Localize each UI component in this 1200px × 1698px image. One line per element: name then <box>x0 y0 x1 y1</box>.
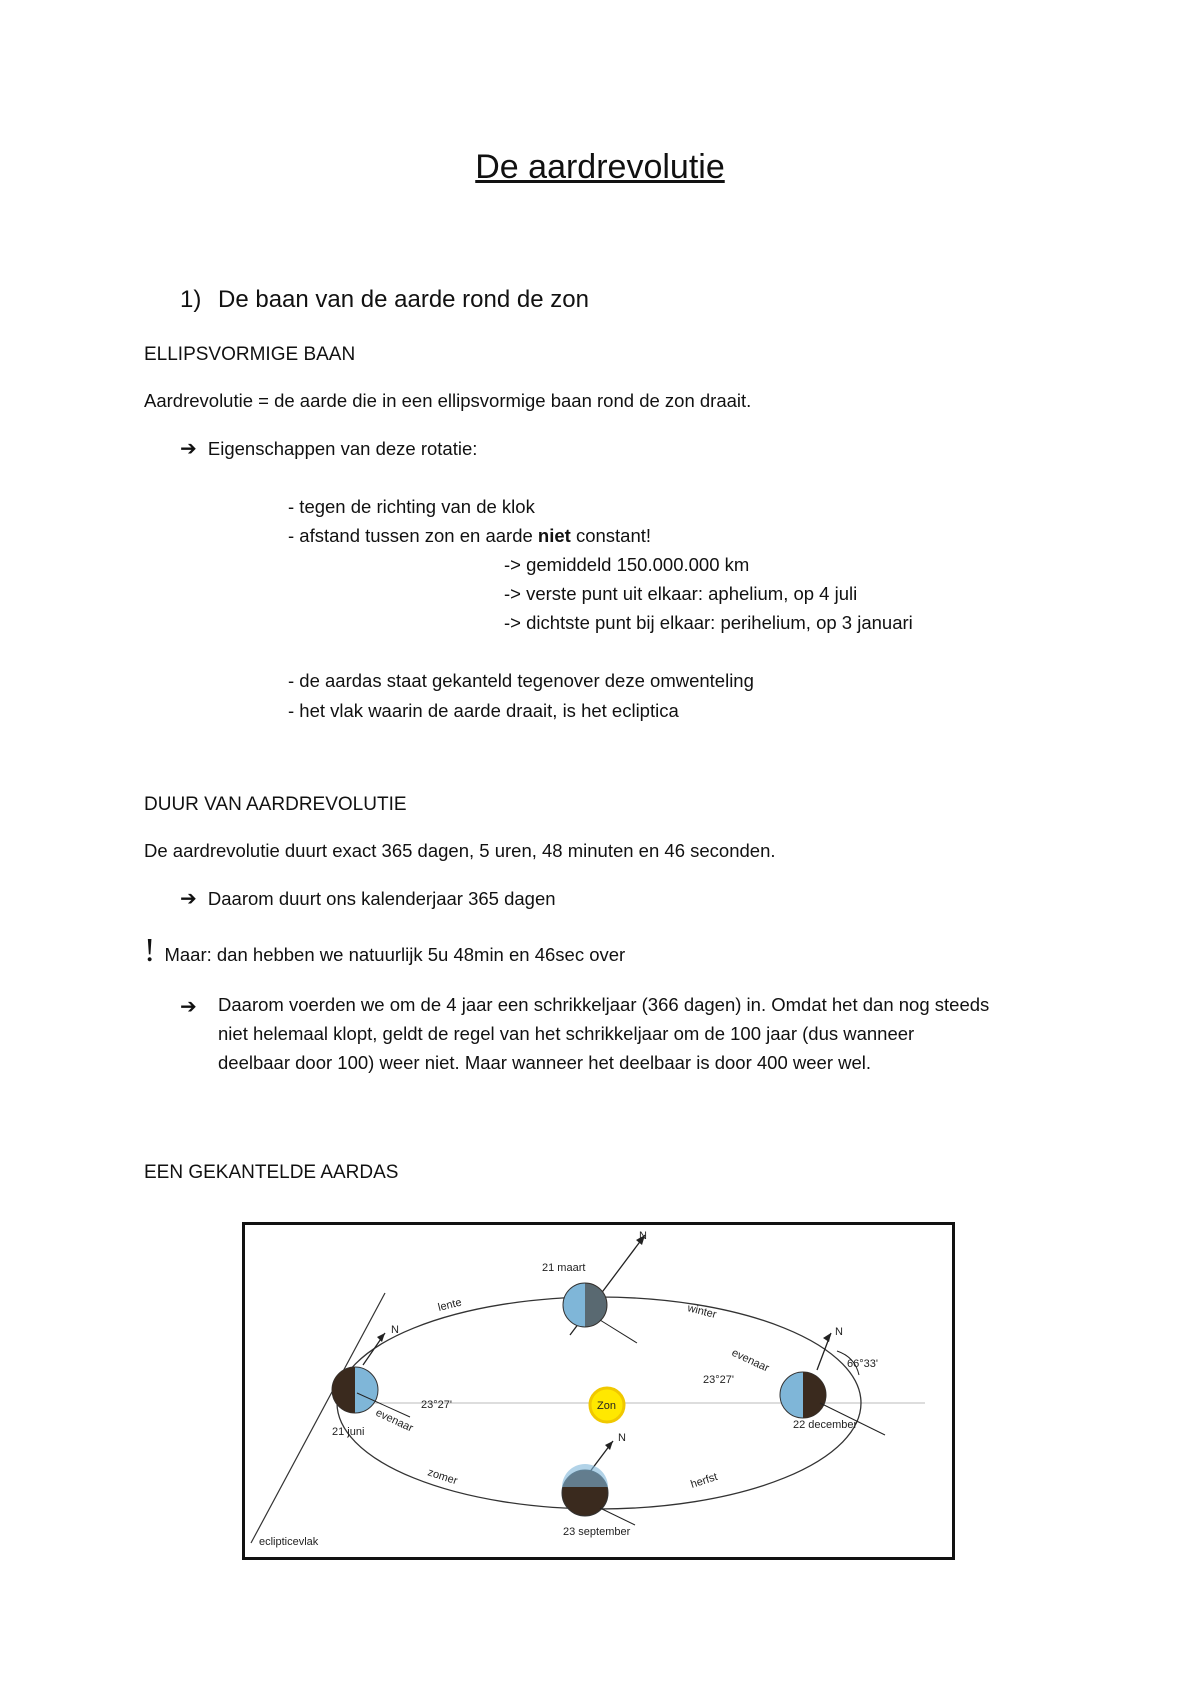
earth-juni <box>332 1324 452 1438</box>
sub-property-line: -> verste punt uit elkaar: aphelium, op 4 juli <box>504 583 858 604</box>
bullet-kalenderjaar <box>180 886 556 911</box>
axis-arrow-icon <box>605 1441 613 1450</box>
bullet-eigenschappen <box>180 436 477 461</box>
property-line <box>288 525 651 547</box>
page-title: De aardrevolutie <box>475 148 725 186</box>
bullet-text: Eigenschappen van deze rotatie: <box>207 438 478 459</box>
aardas-heading: EEN GEKANTELDE AARDAS <box>144 1162 399 1183</box>
earth-night-side <box>332 1367 355 1413</box>
line-text: - afstand tussen zon en aarde <box>288 525 538 546</box>
equator-line <box>600 1508 635 1525</box>
north-label: N <box>618 1432 626 1444</box>
sub-property-line: -> dichtste punt bij elkaar: perihelium, op 3 januari <box>504 612 913 633</box>
arrow-icon: ➔ <box>180 438 197 460</box>
axis-arrow-icon <box>823 1333 831 1342</box>
earth-orbit-diagram <box>242 1222 955 1560</box>
ecliptic-plane-line <box>251 1293 385 1543</box>
earth-maart <box>542 1230 647 1343</box>
ecliptic-plane-label: eclipticevlak <box>259 1536 319 1548</box>
arrow-icon: ➔ <box>180 996 197 1018</box>
earth-day-side <box>562 1464 608 1487</box>
sun-label: Zon <box>597 1400 616 1412</box>
north-label: N <box>391 1324 399 1336</box>
angle-label: 23°27' <box>421 1399 452 1411</box>
section-title: De baan van de aarde rond de zon <box>218 286 589 313</box>
exclamation-icon: ! <box>144 932 156 969</box>
property-line: - het vlak waarin de aarde draait, is het ecliptica <box>288 700 679 721</box>
line-text: constant! <box>570 525 652 546</box>
equator-line <box>600 1320 637 1343</box>
warning-line <box>144 932 625 970</box>
definition-text: Aardrevolutie = de aarde die in een ellipsvormige baan rond de zon draait. <box>144 390 752 411</box>
angle-label-large: 66°33' <box>847 1358 878 1370</box>
north-label: N <box>835 1326 843 1338</box>
schrikkeljaar-line: Daarom voerden we om de 4 jaar een schrikkeljaar (366 dagen) in. Omdat het dan nog steeds <box>218 994 990 1015</box>
earth-night-side <box>803 1372 826 1418</box>
sub-property-line: -> gemiddeld 150.000.000 km <box>504 554 750 575</box>
ellips-heading: ELLIPSVORMIGE BAAN <box>144 344 356 365</box>
date-label-maart: 21 maart <box>542 1262 586 1274</box>
property-line: - de aardas staat gekanteld tegenover deze omwenteling <box>288 670 754 691</box>
section-number: 1) <box>180 286 202 313</box>
orbit-svg <box>245 1225 952 1557</box>
duur-heading: DUUR VAN AARDREVOLUTIE <box>144 794 407 815</box>
axis-arrow-icon <box>377 1333 385 1342</box>
north-label: N <box>639 1230 647 1242</box>
warning-text: Maar: dan hebben we natuurlijk 5u 48min en 46sec over <box>164 944 626 965</box>
season-label-winter: winter <box>686 1302 718 1322</box>
earth-september <box>562 1432 635 1538</box>
equator-label: evenaar <box>729 1346 771 1375</box>
section-heading <box>180 286 589 314</box>
season-label-lente: lente <box>436 1296 463 1314</box>
date-label-december: 22 december <box>793 1419 858 1431</box>
schrikkeljaar-line: niet helemaal klopt, geldt de regel van het schrikkeljaar om de 100 jaar (dus wanneer <box>218 1023 915 1044</box>
duur-text: De aardrevolutie duurt exact 365 dagen, 5 uren, 48 minuten en 46 seconden. <box>144 840 776 861</box>
date-label-juni: 21 juni <box>332 1426 365 1438</box>
date-label-september: 23 september <box>563 1526 631 1538</box>
emphasis-text: niet <box>537 525 571 546</box>
season-label-herfst: herfst <box>689 1470 720 1491</box>
season-label-zomer: zomer <box>426 1466 459 1488</box>
angle-label: 23°27' <box>703 1374 734 1386</box>
equator-label: evenaar <box>373 1406 415 1435</box>
bullet-schrikkeljaar <box>180 994 197 1019</box>
schrikkeljaar-line: deelbaar door 100) weer niet. Maar wanneer het deelbaar is door 400 weer wel. <box>218 1052 872 1073</box>
arrow-icon: ➔ <box>180 888 197 910</box>
property-line: - tegen de richting van de klok <box>288 496 535 517</box>
bullet-text: Daarom duurt ons kalenderjaar 365 dagen <box>207 888 556 909</box>
